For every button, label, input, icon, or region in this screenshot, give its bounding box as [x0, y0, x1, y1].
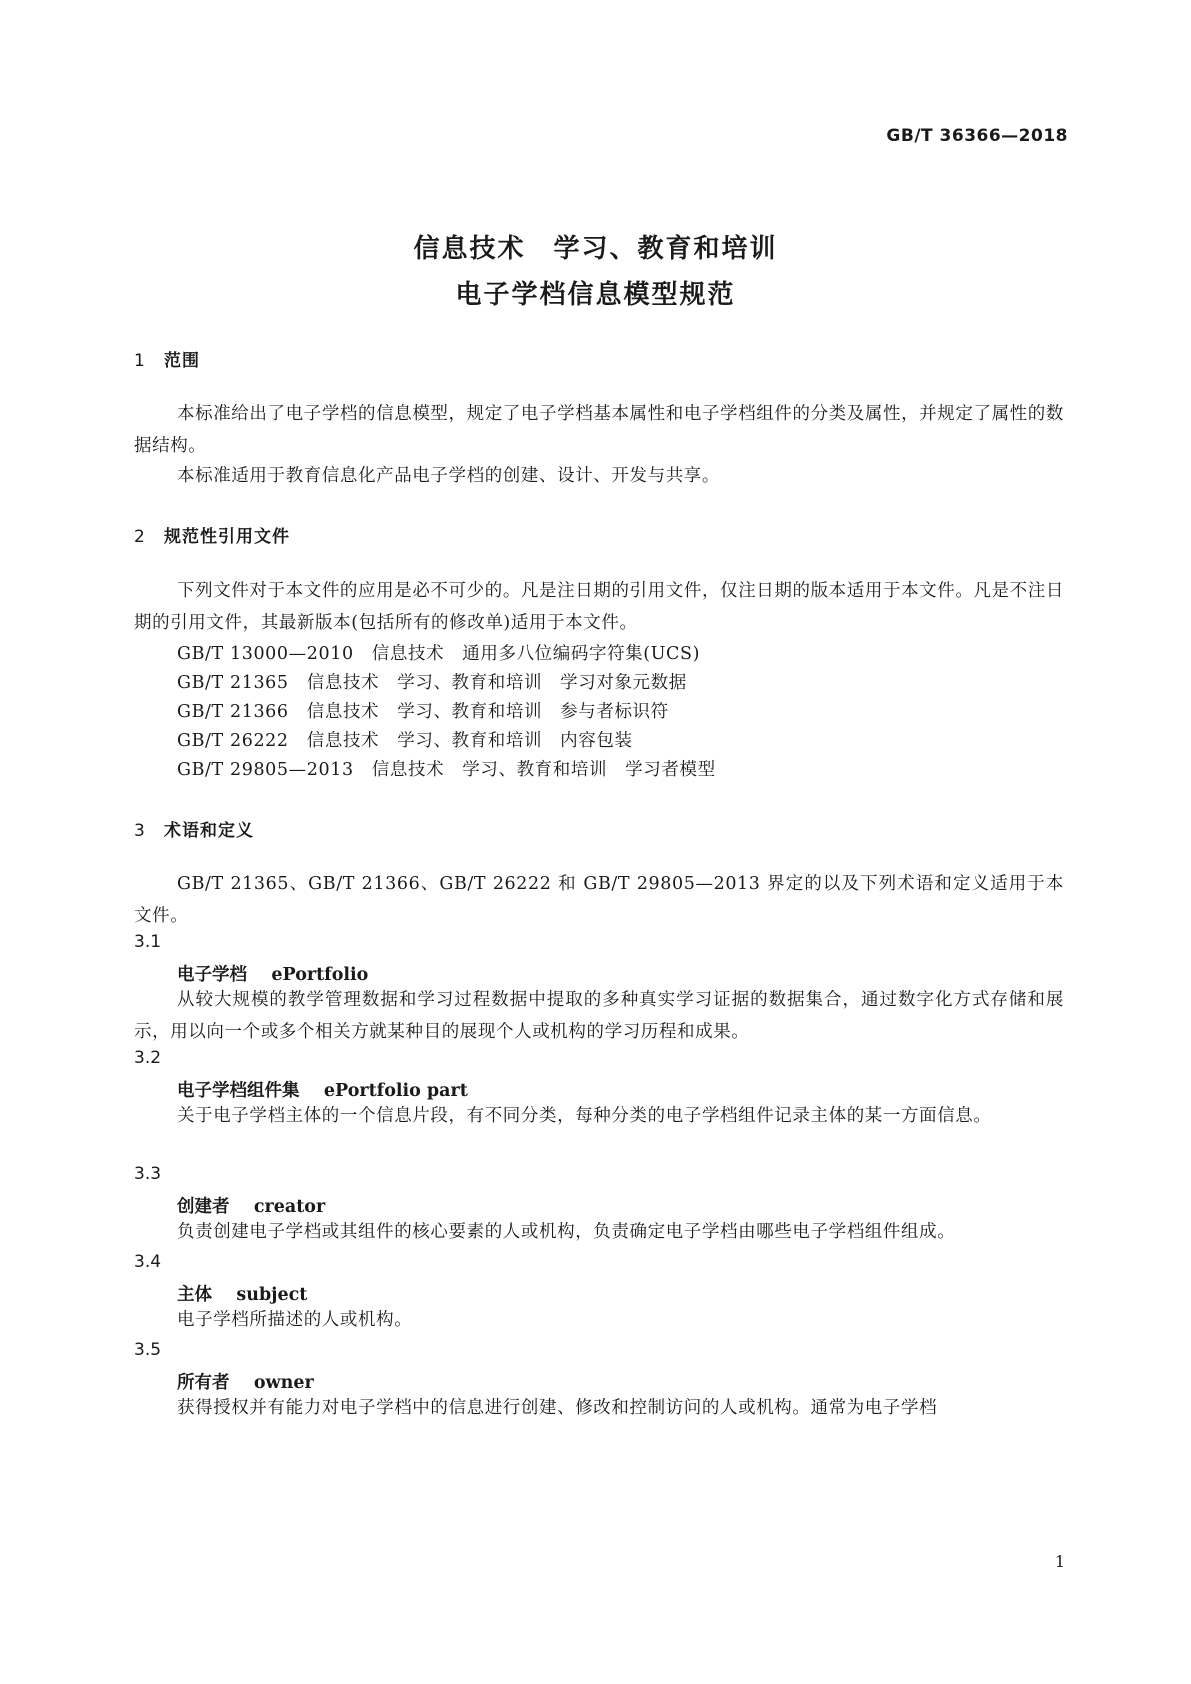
standard-code: GB/T 36366—2018 — [886, 126, 1068, 146]
section-number: 2 — [134, 527, 146, 547]
term-number: 3.5 — [134, 1340, 162, 1360]
section-title: 范围 — [164, 351, 200, 371]
term-name-en: ePortfolio — [271, 965, 369, 985]
term-name-en: owner — [253, 1373, 314, 1393]
term-name — [177, 1077, 468, 1102]
term-name — [177, 1193, 325, 1218]
section-title: 术语和定义 — [164, 821, 254, 841]
term-name — [177, 1281, 307, 1306]
reference-item: GB/T 21366 信息技术 学习、教育和培训 参与者标识符 — [177, 702, 669, 722]
term-name — [177, 1369, 314, 1394]
term-name-en: subject — [236, 1285, 308, 1305]
term-name — [177, 961, 368, 986]
section-3-heading — [134, 816, 254, 841]
term-name-cn: 电子学档组件集 — [177, 1081, 300, 1101]
section-number: 1 — [134, 351, 146, 371]
reference-item: GB/T 29805—2013 信息技术 学习、教育和培训 学习者模型 — [177, 760, 716, 780]
term-definition: 获得授权并有能力对电子学档中的信息进行创建、修改和控制访问的人或机构。通常为电子学档 — [177, 1398, 938, 1418]
section-number: 3 — [134, 821, 146, 841]
section-2-heading — [134, 522, 290, 547]
section-3-intro: GB/T 21365、GB/T 21366、GB/T 26222 和 GB/T 29805—2013 界定的以及下列术语和定义适用于本文件。 — [134, 874, 1064, 926]
reference-item: GB/T 21365 信息技术 学习、教育和培训 学习对象元数据 — [177, 673, 687, 693]
term-number: 3.1 — [134, 932, 162, 952]
reference-item: GB/T 13000—2010 信息技术 通用多八位编码字符集(UCS) — [177, 644, 701, 664]
section-1-paragraph-1: 本标准给出了电子学档的信息模型，规定了电子学档基本属性和电子学档组件的分类及属性，并规定了属性的数据结构。 — [134, 404, 1064, 456]
term-name-cn: 创建者 — [177, 1197, 230, 1217]
term-definition: 从较大规模的教学管理数据和学习过程数据中提取的多种真实学习证据的数据集合，通过数字化方式存储和展示，用以向一个或多个相关方就某种目的展现个人或机构的学习历程和成果。 — [134, 990, 1064, 1042]
term-number: 3.2 — [134, 1048, 162, 1068]
section-2-intro: 下列文件对于本文件的应用是必不可少的。凡是注日期的引用文件，仅注日期的版本适用于本文件。凡是不注日期的引用文件，其最新版本(包括所有的修改单)适用于本文件。 — [134, 581, 1064, 633]
term-name-cn: 电子学档 — [177, 965, 247, 985]
term-definition: 负责创建电子学档或其组件的核心要素的人或机构，负责确定电子学档由哪些电子学档组件组成。 — [177, 1222, 956, 1242]
term-number: 3.4 — [134, 1252, 162, 1272]
term-name-cn: 主体 — [177, 1285, 212, 1305]
document-title-line-2: 电子学档信息模型规范 — [455, 280, 736, 310]
page-number: 1 — [1054, 1552, 1065, 1571]
term-name-cn: 所有者 — [177, 1373, 230, 1393]
section-1-paragraph-2: 本标准适用于教育信息化产品电子学档的创建、设计、开发与共享。 — [177, 466, 720, 486]
term-name-en: creator — [253, 1197, 326, 1217]
term-name-en: ePortfolio part — [323, 1081, 468, 1101]
term-definition: 关于电子学档主体的一个信息片段，有不同分类，每种分类的电子学档组件记录主体的某一方面信息。 — [177, 1106, 992, 1126]
section-1-heading — [134, 346, 200, 371]
section-title: 规范性引用文件 — [164, 527, 290, 547]
term-definition: 电子学档所描述的人或机构。 — [177, 1310, 413, 1330]
term-number: 3.3 — [134, 1164, 162, 1184]
reference-item: GB/T 26222 信息技术 学习、教育和培训 内容包装 — [177, 731, 633, 751]
document-title-line-1: 信息技术 学习、教育和培训 — [413, 234, 778, 264]
